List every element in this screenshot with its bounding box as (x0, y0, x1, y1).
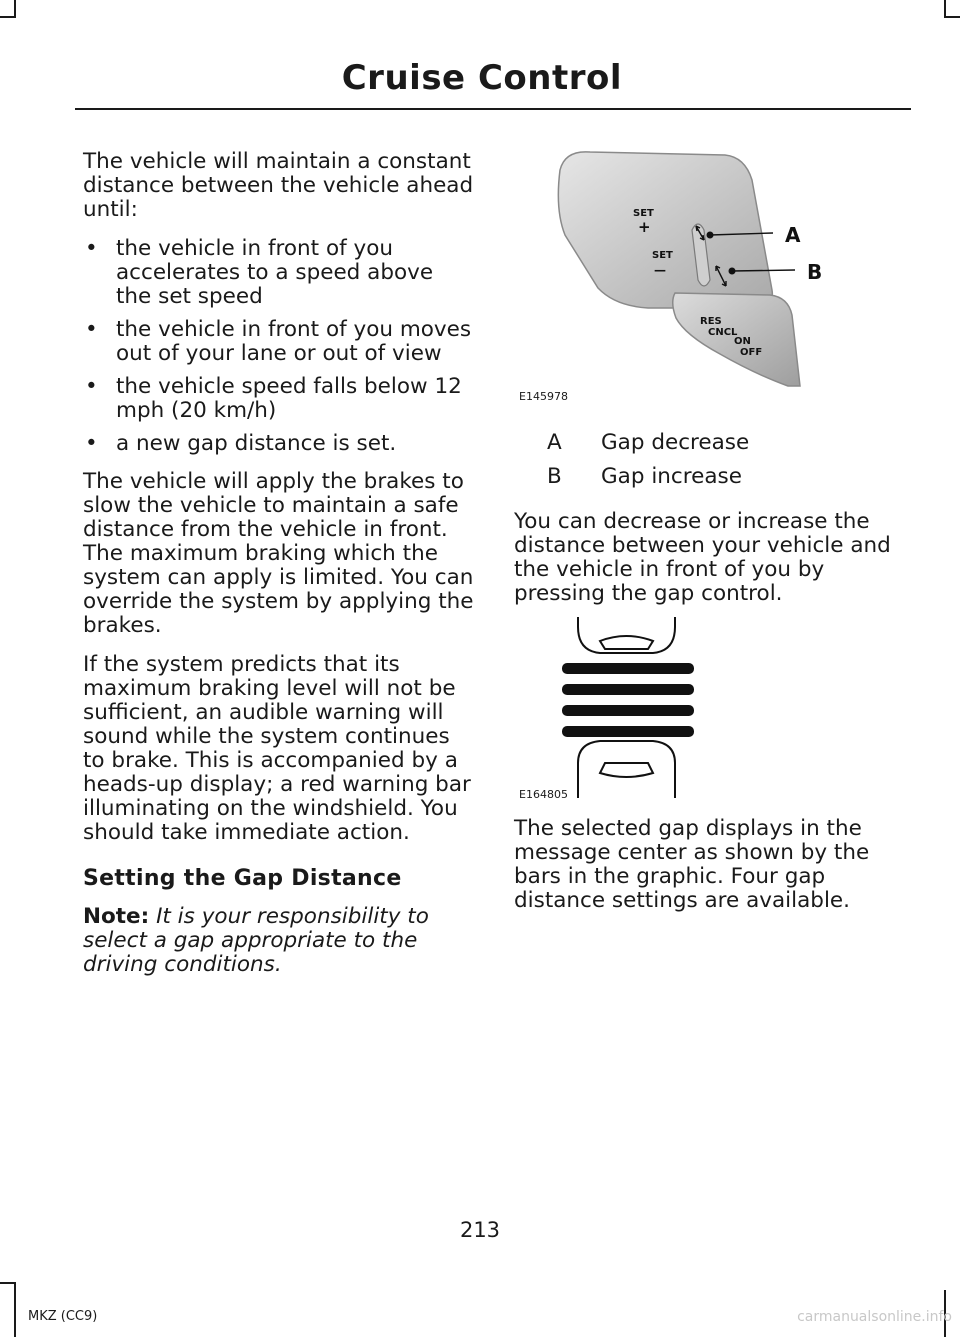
list-item: • the vehicle in front of you accelerates to a speed above the set speed (83, 237, 475, 309)
braking-paragraph: The vehicle will apply the brakes to slow the vehicle to maintain a safe distance from the vehicle in front. The maximum braking which the system can apply is limited. You can override the system by applying the brakes. (83, 469, 474, 638)
minus-symbol: — (654, 263, 666, 277)
page-title: Cruise Control (341, 58, 622, 98)
note (83, 905, 475, 977)
list-item: • the vehicle in front of you moves out of your lane or out of view (83, 318, 475, 366)
cncl-label: CNCL (708, 327, 738, 338)
own-vehicle-icon (578, 741, 675, 798)
list-item: • a new gap distance is set. (83, 432, 475, 456)
warning-paragraph: If the system predicts that its maximum braking level will not be sufficient, an audible warning will sound while the system continues to brake. This is accompanied by a heads-up display; a red warning bar illuminating on the windshield. You should take immediate action. (83, 652, 471, 845)
watermark: carmanualsonline.info (797, 1309, 952, 1325)
off-label: OFF (740, 347, 763, 358)
callout-b-label: B (807, 260, 823, 284)
set-plus-label: SET (633, 208, 654, 219)
cruise-switch-illustration (520, 140, 840, 395)
gap-bar (562, 684, 694, 695)
header-divider (75, 108, 911, 110)
crop-mark (944, 16, 960, 18)
note-label: Note: (83, 904, 150, 929)
plus-symbol: + (638, 218, 651, 236)
model-code: MKZ (CC9) (28, 1309, 98, 1324)
callout-b-line (732, 270, 795, 271)
gap-display-graphic (560, 615, 710, 800)
legend-value: Gap decrease (601, 430, 750, 455)
legend-value: Gap increase (601, 464, 742, 489)
on-label: ON (734, 336, 751, 347)
gap-control-paragraph-block (514, 510, 914, 621)
gap-display-paragraph: The selected gap displays in the message center as shown by the bars in the graphic. Four gap distance settings are available. (514, 816, 870, 913)
set-switch-pad (558, 152, 772, 308)
gap-bars (562, 663, 694, 737)
gap-display-paragraph-block (514, 817, 914, 928)
crop-mark (14, 1282, 16, 1337)
gap-bar (562, 726, 694, 737)
left-column (83, 150, 475, 992)
note-text: It is your responsibility to select a gap appropriate to the driving conditions. (83, 904, 429, 977)
lead-vehicle-icon (578, 617, 675, 653)
page-number: 213 (459, 1218, 501, 1242)
legend-key: A (547, 430, 562, 455)
gap-bar (562, 705, 694, 716)
set-minus-label: SET (652, 250, 673, 261)
res-label: RES (700, 316, 722, 327)
crop-mark (0, 16, 16, 18)
legend-key: B (547, 464, 562, 489)
callout-a-label: A (785, 223, 801, 247)
figure-id: E145978 (519, 390, 568, 403)
condition-list (83, 237, 475, 456)
section-heading: Setting the Gap Distance (83, 866, 402, 891)
list-item: • the vehicle speed falls below 12 mph (20 km/h) (83, 375, 475, 423)
gap-bar (562, 663, 694, 674)
crop-mark (0, 1282, 16, 1284)
figure-id: E164805 (519, 788, 568, 801)
intro-paragraph: The vehicle will maintain a constant distance between the vehicle ahead until: (83, 149, 474, 222)
gap-control-paragraph: You can decrease or increase the distance between your vehicle and the vehicle in front of you by pressing the gap control. (514, 509, 891, 606)
